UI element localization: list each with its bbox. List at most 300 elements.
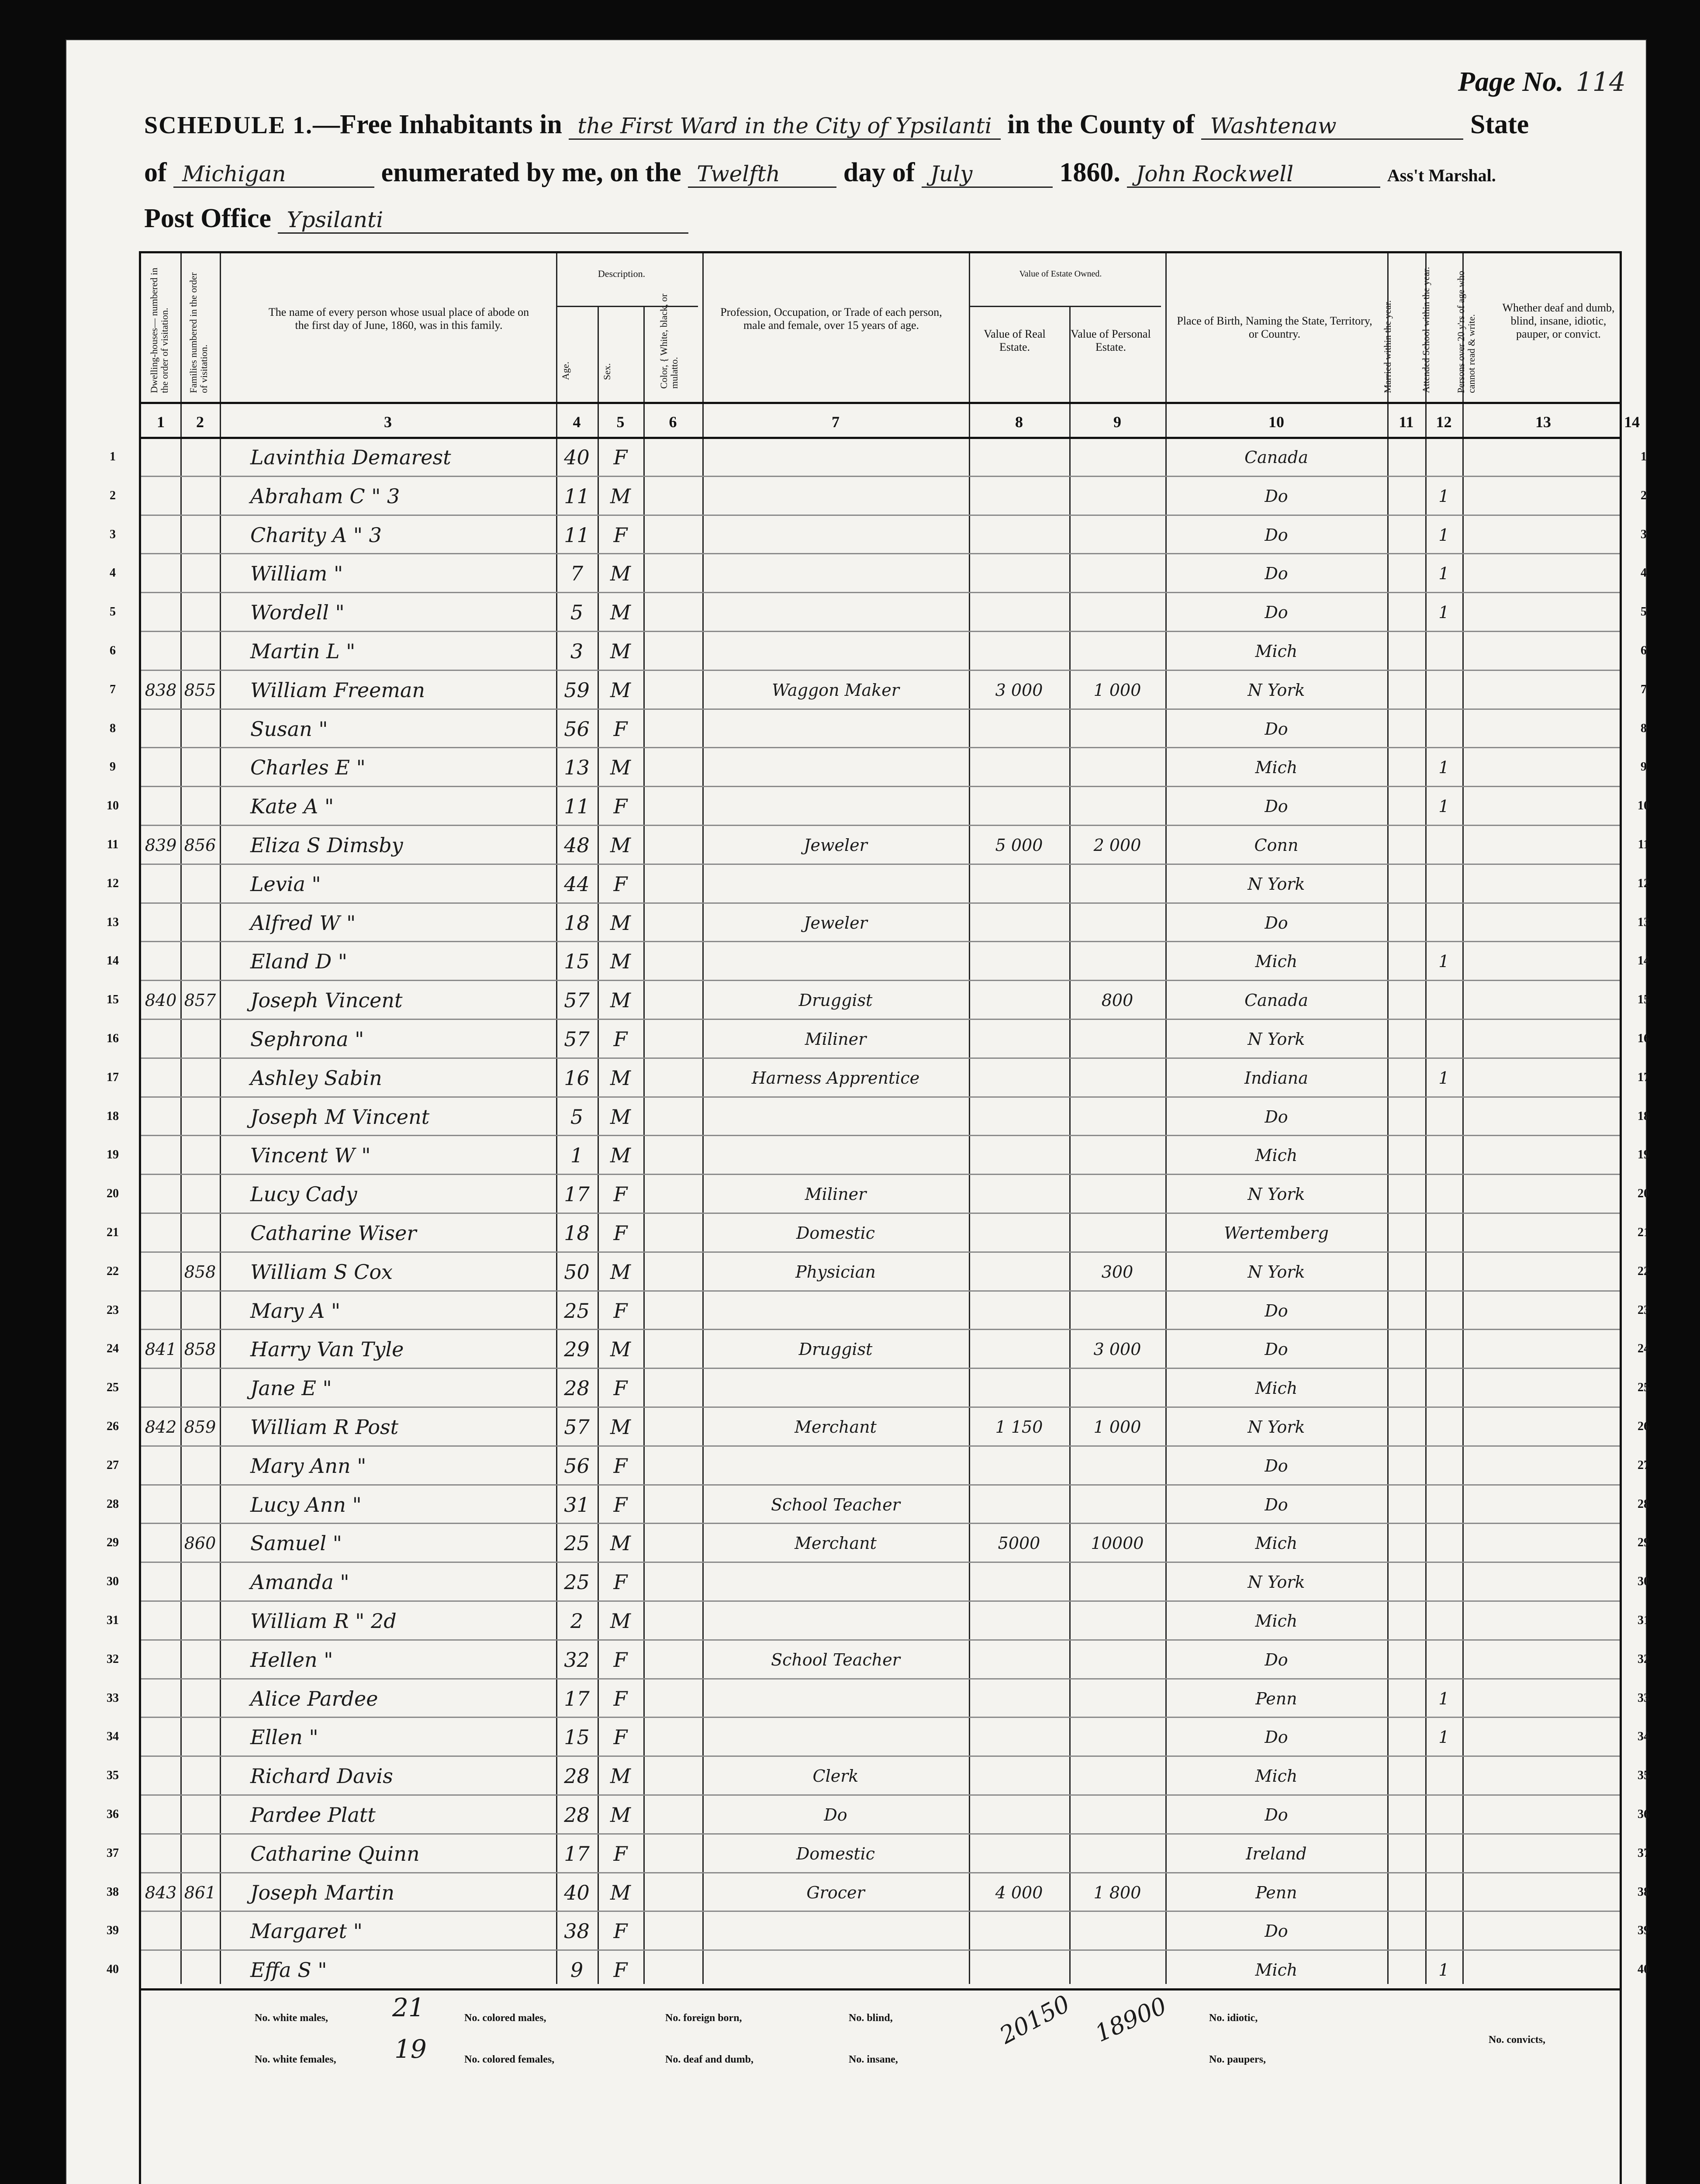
person-sex: F bbox=[613, 717, 628, 741]
person-sex: M bbox=[610, 1105, 631, 1129]
row-rule bbox=[141, 1329, 1620, 1330]
person-age: 40 bbox=[564, 1880, 590, 1904]
birthplace: Do bbox=[1265, 1456, 1288, 1476]
row-rule bbox=[141, 1057, 1620, 1059]
column-number: 13 bbox=[1535, 413, 1551, 431]
family-number: 858 bbox=[184, 1340, 216, 1359]
person-age: 56 bbox=[564, 717, 590, 741]
person-occupation: Do bbox=[824, 1805, 847, 1825]
person-sex: F bbox=[613, 1221, 628, 1245]
dwelling-number: 838 bbox=[145, 680, 177, 700]
person-name: Wordell " bbox=[250, 601, 345, 625]
line-number-right: 30 bbox=[1638, 1575, 1650, 1589]
person-name: William R Post bbox=[250, 1415, 399, 1439]
row-rule bbox=[141, 786, 1620, 787]
row-rule bbox=[141, 1368, 1620, 1369]
row-rule bbox=[141, 980, 1620, 981]
person-age: 44 bbox=[564, 872, 590, 896]
line-number-right: 33 bbox=[1638, 1691, 1650, 1705]
col-header-age: Age. bbox=[560, 361, 571, 380]
person-age: 1 bbox=[570, 1144, 584, 1168]
person-age: 28 bbox=[564, 1764, 590, 1788]
line-number-left: 5 bbox=[110, 605, 116, 619]
person-age: 18 bbox=[564, 911, 590, 935]
person-name: Alfred W " bbox=[250, 911, 356, 935]
row-rule bbox=[141, 1484, 1620, 1486]
person-name: Charity A " 3 bbox=[250, 523, 382, 547]
person-occupation: Jeweler bbox=[804, 913, 867, 933]
line-number-left: 18 bbox=[107, 1109, 119, 1123]
person-sex: M bbox=[610, 1609, 631, 1633]
birthplace: Mich bbox=[1255, 1766, 1298, 1786]
person-occupation: Physician bbox=[795, 1262, 876, 1282]
personal-estate-value: 3 000 bbox=[1093, 1340, 1141, 1359]
column-number: 11 bbox=[1399, 413, 1414, 431]
person-age: 11 bbox=[564, 795, 590, 819]
birthplace: N York bbox=[1247, 1417, 1305, 1437]
label-white-males: No. white males, bbox=[255, 2012, 328, 2024]
row-rule bbox=[141, 1290, 1620, 1292]
birthplace: Ireland bbox=[1246, 1844, 1307, 1863]
person-name: Catharine Wiser bbox=[250, 1221, 417, 1245]
person-sex: F bbox=[613, 446, 628, 469]
real-estate-value: 5000 bbox=[998, 1534, 1040, 1553]
col-header-personal-estate: Value of Personal Estate. bbox=[1071, 328, 1151, 353]
line-number-left: 2 bbox=[110, 488, 116, 502]
line-number-right: 13 bbox=[1638, 915, 1650, 929]
column-number: 3 bbox=[384, 413, 392, 431]
person-sex: F bbox=[613, 523, 628, 547]
family-number: 856 bbox=[184, 836, 216, 855]
row-rule bbox=[141, 553, 1620, 554]
person-occupation: Clerk bbox=[812, 1766, 859, 1786]
line-number-right: 12 bbox=[1638, 876, 1650, 890]
dwelling-number: 839 bbox=[145, 836, 177, 855]
person-age: 17 bbox=[564, 1842, 590, 1866]
person-name: Levia " bbox=[250, 872, 321, 896]
attended-school: 1 bbox=[1438, 797, 1449, 816]
person-sex: M bbox=[610, 1803, 631, 1827]
column-rule bbox=[702, 253, 704, 1984]
person-name: Catharine Quinn bbox=[250, 1842, 420, 1866]
header-rule bbox=[141, 437, 1620, 439]
line-number-left: 26 bbox=[107, 1420, 119, 1433]
person-age: 2 bbox=[570, 1609, 584, 1633]
person-occupation: Druggist bbox=[798, 1340, 873, 1359]
person-sex: M bbox=[610, 950, 631, 974]
dwelling-number: 843 bbox=[145, 1883, 177, 1902]
row-rule bbox=[141, 1794, 1620, 1796]
line-number-left: 24 bbox=[107, 1342, 119, 1356]
person-sex: F bbox=[613, 1299, 628, 1323]
personal-estate-value: 1 000 bbox=[1093, 1417, 1141, 1437]
person-name: Sephrona " bbox=[250, 1027, 364, 1051]
person-sex: F bbox=[613, 1648, 628, 1672]
person-name: Lavinthia Demarest bbox=[250, 446, 451, 469]
person-name: William Freeman bbox=[250, 678, 425, 702]
line-number-left: 35 bbox=[107, 1769, 119, 1783]
person-age: 31 bbox=[564, 1493, 590, 1517]
col-header-family: Families numbered in the order of visitation. bbox=[188, 272, 209, 393]
person-sex: M bbox=[610, 484, 631, 508]
line-number-left: 23 bbox=[107, 1303, 119, 1317]
birthplace: Mich bbox=[1255, 1534, 1298, 1553]
row-rule bbox=[141, 631, 1620, 632]
person-age: 28 bbox=[564, 1376, 590, 1400]
person-sex: M bbox=[610, 756, 631, 780]
col-header-name: The name of every person whose usual place of abode on the first day of June, 1860, was in this family. bbox=[268, 306, 529, 332]
row-rule bbox=[141, 592, 1620, 593]
white-females-count: 19 bbox=[394, 2034, 427, 2064]
row-rule bbox=[141, 1174, 1620, 1175]
birthplace: Do bbox=[1265, 797, 1288, 816]
birthplace: Do bbox=[1265, 913, 1288, 933]
col-header-sex: Sex. bbox=[601, 363, 612, 380]
person-age: 32 bbox=[564, 1648, 590, 1672]
personal-estate-total: 18900 bbox=[1091, 1991, 1171, 2048]
person-age: 5 bbox=[570, 1105, 584, 1129]
line-number-left: 20 bbox=[107, 1187, 119, 1201]
attended-school: 1 bbox=[1438, 952, 1449, 971]
person-name: Lucy Ann " bbox=[250, 1493, 362, 1517]
person-occupation: Grocer bbox=[806, 1883, 865, 1902]
line-number-right: 25 bbox=[1638, 1381, 1650, 1395]
label-paupers: No. paupers, bbox=[1209, 2054, 1266, 2065]
person-sex: F bbox=[613, 1919, 628, 1943]
attended-school: 1 bbox=[1438, 564, 1449, 584]
personal-estate-value: 2 000 bbox=[1093, 836, 1141, 855]
line-number-left: 40 bbox=[107, 1963, 119, 1977]
column-number: 5 bbox=[616, 413, 625, 431]
row-rule bbox=[141, 1872, 1620, 1873]
person-name: Kate A " bbox=[250, 795, 334, 819]
family-number: 859 bbox=[184, 1417, 216, 1437]
birthplace: Penn bbox=[1255, 1883, 1297, 1902]
personal-estate-value: 1 000 bbox=[1093, 680, 1141, 700]
person-name: Harry Van Tyle bbox=[250, 1337, 404, 1362]
person-sex: M bbox=[610, 1144, 631, 1168]
label-colored-males: No. colored males, bbox=[464, 2012, 546, 2024]
person-age: 56 bbox=[564, 1454, 590, 1478]
line-number-right: 4 bbox=[1641, 566, 1647, 580]
row-rule bbox=[141, 1911, 1620, 1912]
birthplace: Do bbox=[1265, 603, 1288, 622]
line-number-right: 7 bbox=[1641, 682, 1647, 696]
line-number-right: 29 bbox=[1638, 1536, 1650, 1550]
attended-school: 1 bbox=[1438, 758, 1449, 778]
subheader-rule bbox=[556, 306, 698, 307]
person-occupation: School Teacher bbox=[771, 1650, 900, 1669]
family-number: 858 bbox=[184, 1262, 216, 1282]
person-name: Richard Davis bbox=[250, 1764, 393, 1788]
birthplace: N York bbox=[1247, 680, 1305, 700]
person-sex: M bbox=[610, 1531, 631, 1555]
person-name: Charles E " bbox=[250, 756, 366, 780]
line-number-right: 9 bbox=[1641, 760, 1647, 774]
birthplace: Do bbox=[1265, 486, 1288, 506]
birthplace: Penn bbox=[1255, 1689, 1297, 1708]
personal-estate-value: 300 bbox=[1101, 1262, 1133, 1282]
birthplace: N York bbox=[1247, 874, 1305, 894]
col-header-description: Description. bbox=[598, 268, 646, 279]
person-name: Ashley Sabin bbox=[250, 1066, 382, 1090]
birthplace: Indiana bbox=[1244, 1068, 1308, 1088]
line-number-right: 19 bbox=[1638, 1148, 1650, 1162]
person-age: 57 bbox=[564, 1027, 590, 1051]
person-sex: F bbox=[613, 795, 628, 819]
attended-school: 1 bbox=[1438, 1728, 1449, 1747]
column-rule bbox=[1069, 306, 1071, 1984]
line-number-left: 14 bbox=[107, 954, 119, 968]
person-age: 25 bbox=[564, 1531, 590, 1555]
heading-line-3: Post Office Ypsilanti bbox=[144, 203, 688, 234]
row-rule bbox=[141, 864, 1620, 865]
person-name: Ellen " bbox=[250, 1725, 318, 1749]
row-rule bbox=[141, 670, 1620, 671]
line-number-right: 16 bbox=[1638, 1032, 1650, 1045]
personal-estate-value: 800 bbox=[1101, 991, 1133, 1010]
person-age: 18 bbox=[564, 1221, 590, 1245]
person-age: 7 bbox=[570, 562, 584, 586]
line-number-left: 27 bbox=[107, 1458, 119, 1472]
person-name: Hellen " bbox=[250, 1648, 333, 1672]
person-age: 29 bbox=[564, 1337, 590, 1362]
line-number-left: 13 bbox=[107, 915, 119, 929]
column-rule bbox=[1425, 253, 1427, 1984]
row-rule bbox=[141, 1600, 1620, 1602]
row-rule bbox=[141, 515, 1620, 516]
person-sex: M bbox=[610, 1764, 631, 1788]
line-number-right: 23 bbox=[1638, 1303, 1650, 1317]
person-name: William " bbox=[250, 562, 343, 586]
line-number-right: 17 bbox=[1638, 1070, 1650, 1084]
person-sex: M bbox=[610, 833, 631, 857]
birthplace: Do bbox=[1265, 1921, 1288, 1941]
person-sex: F bbox=[613, 1027, 628, 1051]
person-name: Effa S " bbox=[250, 1958, 327, 1982]
row-rule bbox=[141, 1562, 1620, 1563]
white-males-count: 21 bbox=[392, 1993, 425, 2022]
personal-estate-value: 10000 bbox=[1091, 1534, 1144, 1553]
line-number-right: 5 bbox=[1641, 605, 1647, 619]
person-age: 9 bbox=[570, 1958, 584, 1982]
person-name: Mary A " bbox=[250, 1299, 341, 1323]
row-rule bbox=[141, 1988, 1620, 1990]
person-age: 28 bbox=[564, 1803, 590, 1827]
person-name: Jane E " bbox=[250, 1376, 332, 1400]
line-number-left: 25 bbox=[107, 1381, 119, 1395]
person-age: 57 bbox=[564, 1415, 590, 1439]
column-number: 7 bbox=[832, 413, 840, 431]
column-rule bbox=[220, 253, 221, 1984]
line-number-right: 22 bbox=[1638, 1264, 1650, 1278]
person-sex: F bbox=[613, 1725, 628, 1749]
person-age: 48 bbox=[564, 833, 590, 857]
col-header-married: Married within the year. bbox=[1382, 300, 1393, 393]
label-idiotic: No. idiotic, bbox=[1209, 2012, 1258, 2024]
person-age: 17 bbox=[564, 1686, 590, 1711]
line-number-right: 1 bbox=[1641, 450, 1647, 463]
line-number-left: 32 bbox=[107, 1652, 119, 1666]
person-age: 11 bbox=[564, 484, 590, 508]
line-number-left: 4 bbox=[110, 566, 116, 580]
attended-school: 1 bbox=[1438, 603, 1449, 622]
person-name: Alice Pardee bbox=[250, 1686, 378, 1711]
column-rule bbox=[1387, 253, 1389, 1984]
person-name: Joseph M Vincent bbox=[250, 1105, 430, 1129]
col-header-color: Color, { White, black, or mulatto. bbox=[658, 294, 680, 389]
person-occupation: Druggist bbox=[798, 991, 873, 1010]
person-name: William R " 2d bbox=[250, 1609, 397, 1633]
person-occupation: School Teacher bbox=[771, 1495, 900, 1514]
row-rule bbox=[141, 708, 1620, 710]
birthplace: N York bbox=[1247, 1185, 1305, 1204]
col-header-real-estate: Value of Real Estate. bbox=[984, 328, 1046, 353]
person-name: Abraham C " 3 bbox=[250, 484, 400, 508]
line-number-left: 9 bbox=[110, 760, 116, 774]
birthplace: Mich bbox=[1255, 758, 1298, 778]
family-number: 861 bbox=[184, 1883, 216, 1902]
dwelling-number: 840 bbox=[145, 991, 177, 1010]
birthplace: Do bbox=[1265, 1805, 1288, 1825]
line-number-right: 36 bbox=[1638, 1807, 1650, 1821]
line-number-left: 1 bbox=[110, 450, 116, 463]
person-age: 59 bbox=[564, 678, 590, 702]
line-number-left: 29 bbox=[107, 1536, 119, 1550]
birthplace: Canada bbox=[1244, 448, 1308, 467]
person-name: Eliza S Dimsby bbox=[250, 833, 403, 857]
attended-school: 1 bbox=[1438, 525, 1449, 545]
label-foreign-born: No. foreign born, bbox=[665, 2012, 742, 2024]
person-sex: F bbox=[613, 1454, 628, 1478]
attended-school: 1 bbox=[1438, 1068, 1449, 1088]
line-number-right: 21 bbox=[1638, 1226, 1650, 1239]
person-sex: M bbox=[610, 1260, 631, 1284]
row-rule bbox=[141, 476, 1620, 477]
birthplace: N York bbox=[1247, 1262, 1305, 1282]
person-sex: M bbox=[610, 639, 631, 663]
person-age: 50 bbox=[564, 1260, 590, 1284]
person-age: 40 bbox=[564, 446, 590, 469]
birthplace: Do bbox=[1265, 1301, 1288, 1320]
birthplace: N York bbox=[1247, 1572, 1305, 1592]
row-rule bbox=[141, 1755, 1620, 1757]
person-name: Amanda " bbox=[250, 1570, 349, 1594]
real-estate-total: 20150 bbox=[995, 1990, 1075, 2049]
person-age: 17 bbox=[564, 1182, 590, 1206]
line-number-right: 28 bbox=[1638, 1497, 1650, 1511]
attended-school: 1 bbox=[1438, 1960, 1449, 1980]
person-name: Martin L " bbox=[250, 639, 356, 663]
line-number-right: 3 bbox=[1641, 527, 1647, 541]
birthplace: Mich bbox=[1255, 1611, 1298, 1631]
attended-school: 1 bbox=[1438, 1689, 1449, 1708]
col-header-birthplace: Place of Birth, Naming the State, Territory, or Country. bbox=[1177, 314, 1372, 340]
line-number-left: 11 bbox=[107, 838, 119, 851]
col-header-dwelling: Dwelling-houses— numbered in the order of visitation. bbox=[149, 267, 170, 393]
label-convicts: No. convicts, bbox=[1489, 2034, 1545, 2046]
row-rule bbox=[141, 1213, 1620, 1214]
column-number: 6 bbox=[669, 413, 677, 431]
person-age: 38 bbox=[564, 1919, 590, 1943]
birthplace: N York bbox=[1247, 1030, 1305, 1049]
person-name: Joseph Martin bbox=[250, 1880, 394, 1904]
line-number-right: 14 bbox=[1638, 954, 1650, 968]
line-number-left: 30 bbox=[107, 1575, 119, 1589]
line-number-left: 7 bbox=[110, 682, 116, 696]
person-sex: F bbox=[613, 1958, 628, 1982]
line-number-left: 34 bbox=[107, 1730, 119, 1744]
person-occupation: Domestic bbox=[796, 1844, 875, 1863]
person-sex: F bbox=[613, 1493, 628, 1517]
line-number-left: 33 bbox=[107, 1691, 119, 1705]
column-rule bbox=[969, 253, 970, 1984]
column-rule bbox=[643, 306, 645, 1984]
row-rule bbox=[141, 1639, 1620, 1641]
line-number-left: 3 bbox=[110, 527, 116, 541]
birthplace: Wertemberg bbox=[1224, 1223, 1329, 1243]
birthplace: Do bbox=[1265, 719, 1288, 739]
birthplace: Mich bbox=[1255, 1379, 1298, 1398]
person-name: Susan " bbox=[250, 717, 328, 741]
line-number-right: 39 bbox=[1638, 1924, 1650, 1938]
person-age: 15 bbox=[564, 950, 590, 974]
birthplace: Mich bbox=[1255, 952, 1298, 971]
line-number-right: 6 bbox=[1641, 644, 1647, 657]
line-number-right: 26 bbox=[1638, 1420, 1650, 1433]
dwelling-number: 842 bbox=[145, 1417, 177, 1437]
person-sex: F bbox=[613, 1570, 628, 1594]
person-age: 3 bbox=[570, 639, 584, 663]
column-number: 2 bbox=[196, 413, 204, 431]
col-header-estate: Value of Estate Owned. bbox=[1019, 269, 1102, 279]
line-number-left: 21 bbox=[107, 1226, 119, 1239]
column-rule bbox=[180, 253, 182, 1984]
person-occupation: Jeweler bbox=[804, 836, 867, 855]
label-insane: No. insane, bbox=[849, 2054, 898, 2065]
subheader-rule bbox=[969, 306, 1161, 307]
family-number: 857 bbox=[184, 991, 216, 1010]
line-number-left: 22 bbox=[107, 1264, 119, 1278]
column-number: 10 bbox=[1268, 413, 1284, 431]
person-age: 5 bbox=[570, 601, 584, 625]
birthplace: Do bbox=[1265, 1340, 1288, 1359]
line-number-right: 38 bbox=[1638, 1885, 1650, 1899]
column-number: 12 bbox=[1436, 413, 1452, 431]
label-colored-females: No. colored females, bbox=[464, 2054, 555, 2065]
line-number-right: 31 bbox=[1638, 1614, 1650, 1627]
person-occupation: Merchant bbox=[795, 1534, 877, 1553]
label-deaf-dumb: No. deaf and dumb, bbox=[665, 2054, 754, 2065]
person-occupation: Merchant bbox=[795, 1417, 877, 1437]
birthplace: Do bbox=[1265, 564, 1288, 584]
line-number-right: 34 bbox=[1638, 1730, 1650, 1744]
real-estate-value: 5 000 bbox=[995, 836, 1043, 855]
row-rule bbox=[141, 1096, 1620, 1098]
line-number-left: 16 bbox=[107, 1032, 119, 1045]
col-header-school: Attended School within the year. bbox=[1420, 267, 1431, 393]
row-rule bbox=[141, 1019, 1620, 1020]
row-rule bbox=[141, 941, 1620, 942]
birthplace: Mich bbox=[1255, 642, 1298, 661]
person-sex: M bbox=[610, 1337, 631, 1362]
row-rule bbox=[141, 1833, 1620, 1835]
column-number: 4 bbox=[573, 413, 581, 431]
person-name: Margaret " bbox=[250, 1919, 363, 1943]
person-name: Joseph Vincent bbox=[250, 988, 403, 1013]
row-rule bbox=[141, 825, 1620, 826]
family-number: 860 bbox=[184, 1534, 216, 1553]
